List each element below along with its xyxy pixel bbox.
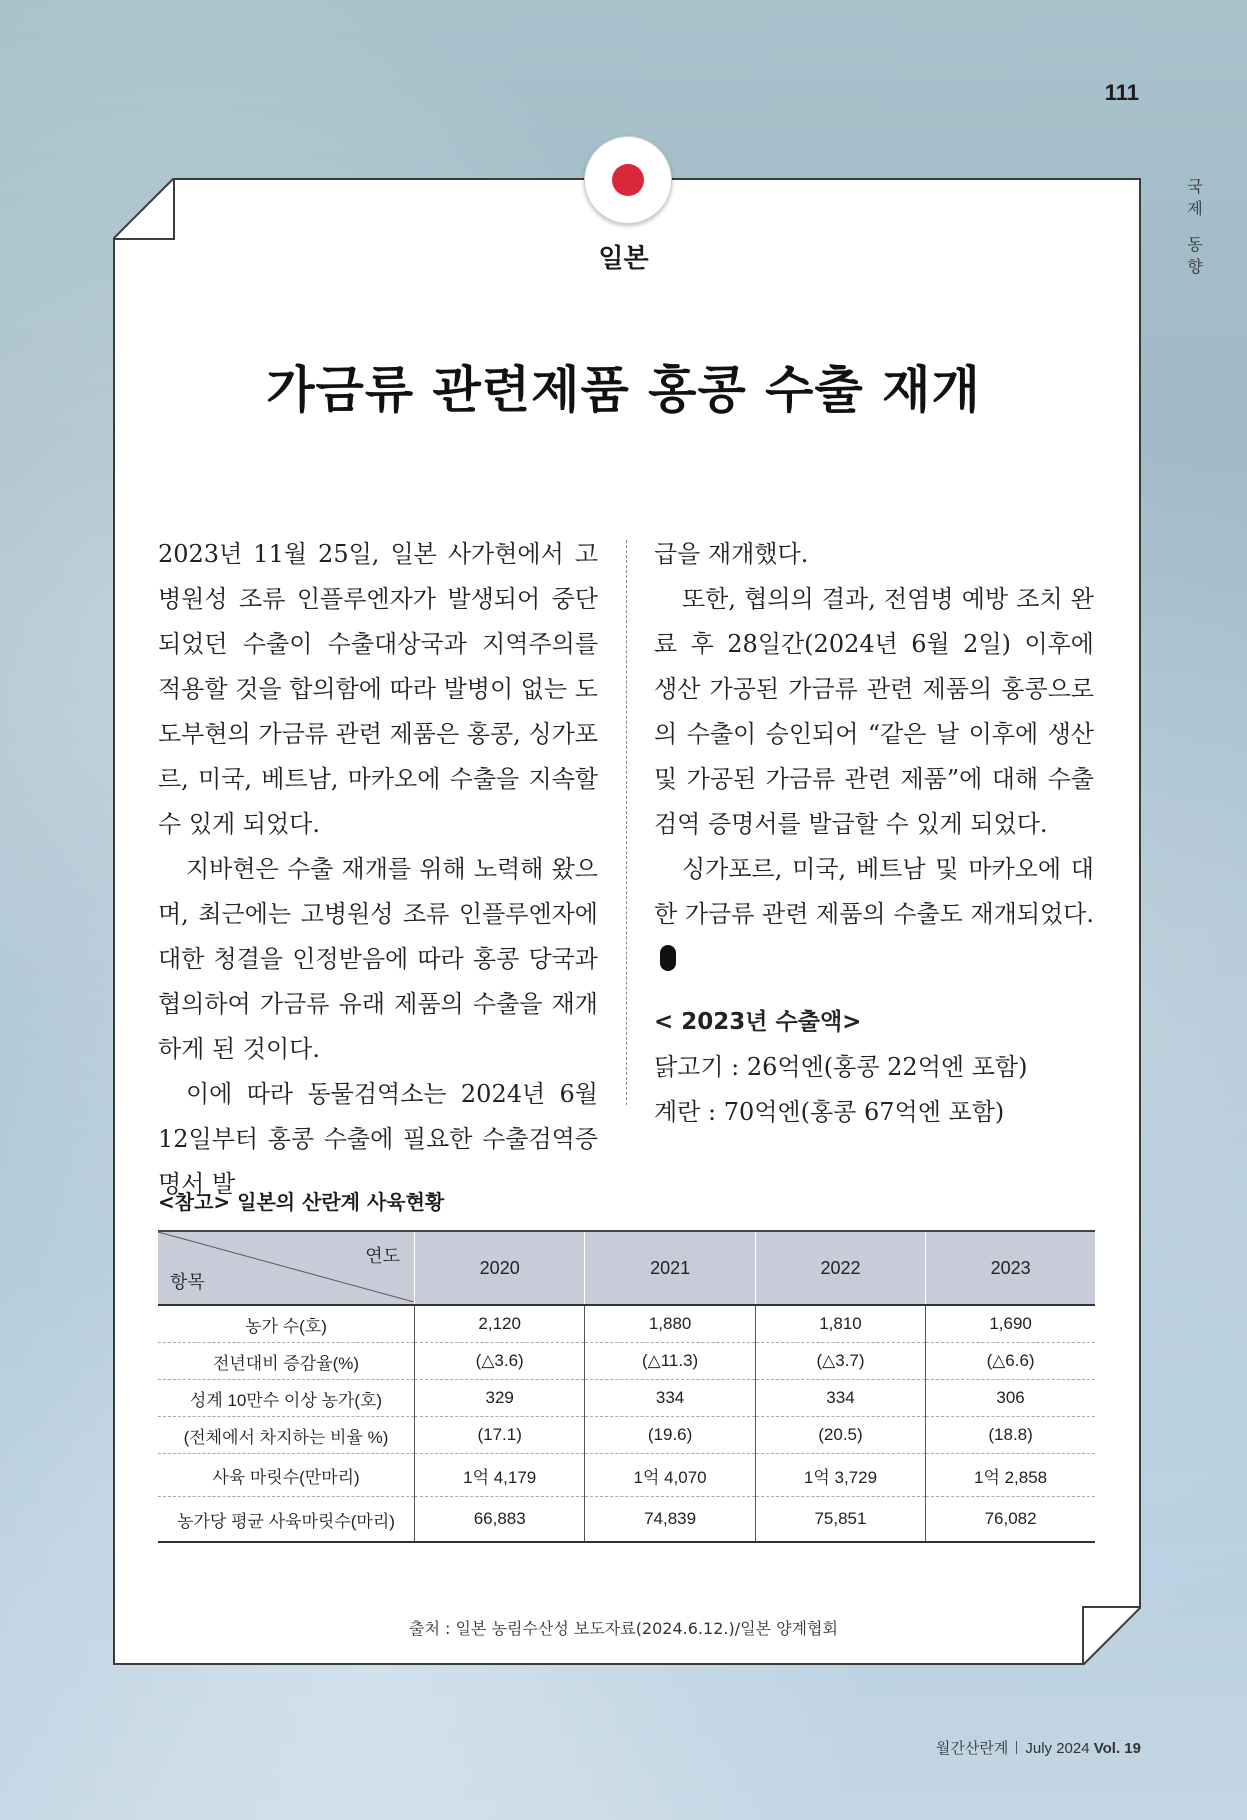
paragraph — [654, 847, 1094, 982]
footer-separator — [1016, 1741, 1017, 1754]
row-label: (전체에서 차지하는 비율 %) — [158, 1417, 415, 1454]
page-footer — [936, 1737, 1141, 1758]
country-label: 일본 — [598, 244, 649, 274]
header-year-label: 연도 — [365, 1246, 400, 1266]
table-cell: 1억 3,729 — [755, 1454, 925, 1497]
table-cell: 306 — [926, 1380, 1095, 1417]
year-header: 2022 — [755, 1231, 925, 1305]
table-header-corner — [158, 1231, 415, 1305]
table-cell: (20.5) — [755, 1417, 925, 1454]
table-cell: 329 — [415, 1380, 585, 1417]
magazine-name: 월간산란계 — [935, 1740, 1009, 1757]
paragraph: 2023년 11월 25일, 일본 사가현에서 고병원성 조류 인플루엔자가 발생되어 중단되었던 수출이 수출대상국과 지역주의를 적용할 것을 합의함에 따라 발병이 없는 도도부현의 가금류 관련 제품은 홍콩, 싱가포르, 미국, 베트남, 마카오에 수출을 지속할 수 있게 되었다. — [158, 540, 598, 838]
article-column-right — [654, 532, 1094, 1135]
header-item-label: 항목 — [170, 1272, 205, 1292]
row-label: 농가 수(호) — [158, 1305, 415, 1343]
paragraph: 또한, 협의의 결과, 전염병 예방 조치 완료 후 28일간(2024년 6월 2일) 이후에 생산 가공된 가금류 관련 제품의 홍콩으로의 수출이 승인되어 “같은 날 이후에 생산 및 가공된 가금류 관련 제품”에 대해 수출 검역 증명서를 발급할 수 있게 되었다. — [654, 585, 1094, 838]
table-header-row — [158, 1231, 1095, 1305]
row-label: 전년대비 증감율(%) — [158, 1343, 415, 1380]
page-number: 111 — [1104, 80, 1139, 105]
table-cell: (17.1) — [415, 1417, 585, 1454]
table-cell: (△11.3) — [585, 1343, 755, 1380]
table-caption: <참고> 일본의 산란계 사육현황 — [158, 1190, 445, 1214]
paragraph-text: 싱가포르, 미국, 베트남 및 마카오에 대한 가금류 관련 제품의 수출도 재개되었다. — [654, 855, 1094, 928]
side-char: 제 — [1187, 199, 1203, 218]
table-cell: (18.8) — [926, 1417, 1095, 1454]
table-cell: 76,082 — [926, 1497, 1095, 1543]
table-row — [158, 1380, 1095, 1417]
table-cell: (△6.6) — [926, 1343, 1095, 1380]
table-cell: 334 — [585, 1380, 755, 1417]
table-cell: (△3.6) — [415, 1343, 585, 1380]
table-cell: 75,851 — [755, 1497, 925, 1543]
table-row — [158, 1497, 1095, 1543]
table-cell: 66,883 — [415, 1497, 585, 1543]
table-row — [158, 1454, 1095, 1497]
export-line: 닭고기 : 26억엔(홍콩 22억엔 포함) — [654, 1053, 1028, 1081]
table-cell: (19.6) — [585, 1417, 755, 1454]
table-cell: 2,120 — [415, 1305, 585, 1343]
side-char: 국 — [1187, 177, 1203, 196]
paragraph: 지바현은 수출 재개를 위해 노력해 왔으며, 최근에는 고병원성 조류 인플루엔자에 대한 청결을 인정받음에 따라 홍콩 당국과 협의하여 가금류 유래 제품의 수출을 재개하게 된 것이다. — [158, 855, 598, 1063]
table-cell: 1억 2,858 — [926, 1454, 1095, 1497]
table-row — [158, 1305, 1095, 1343]
table-cell: (△3.7) — [755, 1343, 925, 1380]
year-header: 2023 — [926, 1231, 1095, 1305]
table-cell: 74,839 — [585, 1497, 755, 1543]
table-row — [158, 1343, 1095, 1380]
article-column-left — [158, 532, 598, 1207]
layer-hen-table — [158, 1230, 1095, 1543]
side-char: 향 — [1187, 257, 1203, 276]
japan-flag-icon — [584, 136, 672, 224]
row-label: 사육 마릿수(만마리) — [158, 1454, 415, 1497]
export-title: < 2023년 수출액> — [654, 1009, 862, 1035]
source-note: 출처 : 일본 농림수산성 보도자료(2024.6.12.)/일본 양계협회 — [409, 1619, 838, 1638]
table-cell: 1억 4,179 — [415, 1454, 585, 1497]
export-line: 계란 : 70억엔(홍콩 67억엔 포함) — [654, 1098, 1005, 1126]
table-cell: 1,690 — [926, 1305, 1095, 1343]
row-label: 성계 10만수 이상 농가(호) — [158, 1380, 415, 1417]
table-row — [158, 1417, 1095, 1454]
side-char: 동 — [1187, 235, 1203, 254]
article-end-icon — [660, 945, 676, 971]
year-header: 2021 — [585, 1231, 755, 1305]
paragraph: 급을 재개했다. — [654, 540, 809, 568]
column-divider — [626, 540, 627, 1105]
table-cell: 1억 4,070 — [585, 1454, 755, 1497]
row-label: 농가당 평균 사육마릿수(마리) — [158, 1497, 415, 1543]
paragraph: 이에 따라 동물검역소는 2024년 6월 12일부터 홍콩 수출에 필요한 수출검역증명서 발 — [158, 1080, 598, 1198]
table-cell: 1,880 — [585, 1305, 755, 1343]
table-cell: 1,810 — [755, 1305, 925, 1343]
table-cell: 334 — [755, 1380, 925, 1417]
article-headline: 가금류 관련제품 홍콩 수출 재개 — [266, 361, 981, 419]
year-header: 2020 — [415, 1231, 585, 1305]
issue-volume: Vol. 19 — [1093, 1740, 1141, 1757]
issue-date: July 2024 — [1025, 1740, 1090, 1757]
